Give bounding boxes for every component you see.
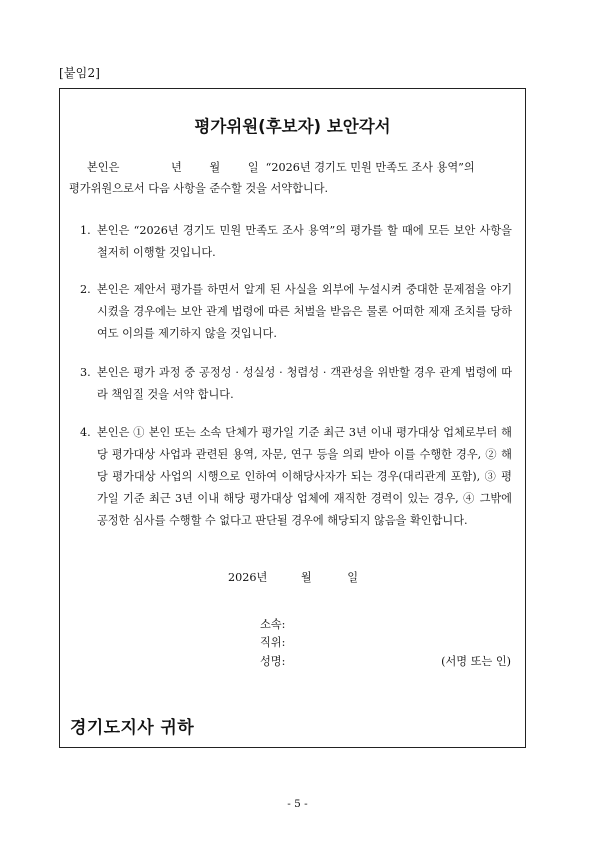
signature-stamp-note: (서명 또는 인) — [441, 655, 511, 668]
pledge-item-1 — [80, 220, 512, 264]
pledge-item-3 — [80, 362, 512, 406]
item-number: 3. — [80, 366, 91, 379]
date-year: 2026년 — [228, 571, 268, 584]
intro-line-1 — [69, 157, 516, 178]
item-number: 2. — [80, 283, 91, 296]
item-number: 1. — [80, 224, 91, 237]
date-month: 월 — [300, 571, 312, 584]
document-title: 평가위원(후보자) 보안각서 — [194, 117, 391, 136]
item-text: 본인은 평가 과정 중 공정성 · 성실성 · 청렴성 · 객관성을 위반할 경우 관계 법령에 따라 책임질 것을 서약 합니다. — [97, 366, 512, 401]
pledge-item-4 — [80, 422, 512, 532]
date-day: 일 — [347, 571, 359, 584]
page-number: - 5 - — [287, 798, 308, 810]
intro-month-label: 월 — [209, 161, 221, 174]
intro-line-2: 평가위원으로서 다음 사항을 준수할 것을 서약합니다. — [69, 182, 329, 195]
intro-project-name: “2026년 경기도 민원 만족도 조사 용역”의 — [265, 161, 475, 174]
item-text: 본인은 ① 본인 또는 소속 단체가 평가일 기준 최근 3년 이내 평가대상 업체로부터 해당 평가대상 사업과 관련된 용역, 자문, 연구 등을 의뢰 받아 이를 수행한 경우, ② 해당 평가대상 사업의 시행으로 인하여 이해당사자가 되는 경우(대리관계 포함), ③ 평가일 기준 최근 3년 이내 해당 평가대상 업체에 재직한 경력이 있는 경우, ④ 그밖에 공정한 심사를 수행할 수 없다고 판단될 경우에 해당되지 않음을 확인합니다. — [97, 426, 512, 527]
item-text: 본인은 제안서 평가를 하면서 알게 된 사실을 외부에 누설시켜 중대한 문제점을 야기 시켰을 경우에는 보안 관계 법령에 따른 처벌을 받음은 물론 어떠한 제재 조치를 당하여도 이의를 제기하지 않을 것입니다. — [97, 283, 512, 340]
intro-paragraph — [69, 157, 516, 199]
signing-date — [228, 569, 358, 585]
addressee: 경기도지사 귀하 — [70, 718, 195, 738]
intro-prefix: 본인은 — [87, 161, 120, 174]
affiliation-field: 소속: — [260, 618, 286, 631]
intro-year-label: 년 — [170, 161, 182, 174]
attachment-label: [붙임2] — [59, 66, 101, 80]
item-text: 본인은 “2026년 경기도 민원 만족도 조사 용역”의 평가를 할 때에 모든 보안 사항을 철저히 이행할 것입니다. — [97, 224, 512, 259]
position-field: 직위: — [260, 636, 286, 649]
item-number: 4. — [80, 426, 91, 439]
pledge-item-2 — [80, 279, 512, 345]
pledge-form — [59, 88, 526, 748]
name-field: 성명: — [260, 655, 286, 668]
intro-day-label: 일 — [247, 161, 259, 174]
